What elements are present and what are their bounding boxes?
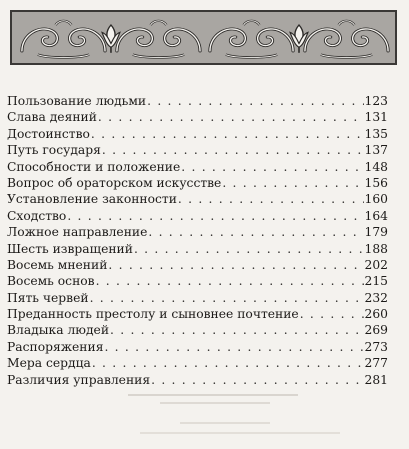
dot-leader (147, 93, 363, 109)
toc-entry (7, 290, 388, 306)
toc-entry-page-number: 260 (364, 307, 388, 322)
toc-entry (7, 257, 388, 273)
toc-entry (7, 175, 388, 191)
dot-leader (92, 355, 364, 371)
toc-entry (7, 109, 388, 125)
toc-entry-page-number: 179 (364, 225, 388, 240)
dot-leader (96, 273, 364, 289)
toc-entry-title: Сходство (7, 208, 67, 223)
dot-leader (181, 159, 363, 175)
toc-entry-title: Ложное направление (7, 225, 148, 240)
table-of-contents (7, 93, 388, 388)
toc-entry (7, 355, 388, 371)
toc-entry-page-number: 273 (364, 339, 388, 354)
toc-entry (7, 241, 388, 257)
toc-entry (7, 191, 388, 207)
toc-entry-title: Владыка людей (7, 323, 110, 338)
toc-entry-title: Вопрос об ораторском искусстве (7, 175, 222, 190)
toc-entry (7, 93, 388, 109)
toc-entry-title: Распоряжения (7, 339, 104, 354)
toc-entry-title: Восемь мнений (7, 257, 108, 272)
dot-leader (151, 372, 363, 388)
dot-leader (300, 306, 364, 322)
toc-entry (7, 224, 388, 240)
dot-leader (90, 290, 364, 306)
ornamental-band-icon (12, 12, 395, 63)
toc-entry-title: Установление законности (7, 192, 177, 207)
dot-leader (222, 175, 363, 191)
dot-leader (98, 109, 364, 125)
toc-entry-page-number: 123 (364, 94, 388, 108)
toc-entry-page-number: 137 (364, 143, 388, 158)
toc-entry-page-number: 232 (364, 290, 388, 305)
toc-entry-title: Слава деяний (7, 110, 97, 125)
toc-entry-page-number: 281 (364, 372, 388, 387)
toc-entry (7, 159, 388, 175)
dot-leader (108, 257, 363, 273)
dot-leader (91, 126, 364, 142)
toc-entry-title: Пять червей (7, 290, 89, 305)
toc-entry (7, 339, 388, 355)
dot-leader (110, 322, 363, 338)
ornamental-header-band (10, 10, 397, 65)
dot-leader (148, 224, 363, 240)
dot-leader (178, 191, 364, 207)
toc-entry-page-number: 148 (364, 159, 388, 174)
toc-entry-page-number: 164 (364, 208, 388, 223)
toc-entry-page-number: 156 (364, 175, 388, 190)
toc-entry-title: Различия управления (7, 372, 151, 387)
toc-entry-title: Пользование людьми (7, 94, 147, 108)
toc-entry-page-number: 188 (364, 241, 388, 256)
toc-entry (7, 126, 388, 142)
toc-entry (7, 322, 388, 338)
faded-bleed-through-text (120, 392, 360, 442)
toc-entry (7, 273, 388, 289)
toc-entry-page-number: 131 (364, 110, 388, 125)
toc-entry-title: Мера сердца (7, 356, 91, 371)
toc-entry-page-number: 135 (364, 126, 388, 141)
toc-entry-title: Шесть извращений (7, 241, 133, 256)
dot-leader (67, 208, 363, 224)
toc-entry (7, 142, 388, 158)
toc-entry-title: Достоинство (7, 126, 90, 141)
toc-entry-title: Восемь основ (7, 274, 95, 289)
toc-entry-title: Преданность престолу и сыновнее почтение (7, 307, 299, 322)
toc-entry (7, 208, 388, 224)
toc-entry-page-number: 277 (364, 356, 388, 371)
toc-entry-page-number: 215 (364, 274, 388, 289)
toc-entry (7, 372, 388, 388)
toc-entry-page-number: 269 (364, 323, 388, 338)
dot-leader (102, 142, 364, 158)
dot-leader (134, 241, 364, 257)
toc-entry-page-number: 202 (364, 257, 388, 272)
toc-entry-title: Путь государя (7, 143, 101, 158)
toc-entry (7, 306, 388, 322)
toc-entry-title: Способности и положение (7, 159, 181, 174)
dot-leader (104, 339, 363, 355)
toc-entry-page-number: 160 (364, 192, 388, 207)
